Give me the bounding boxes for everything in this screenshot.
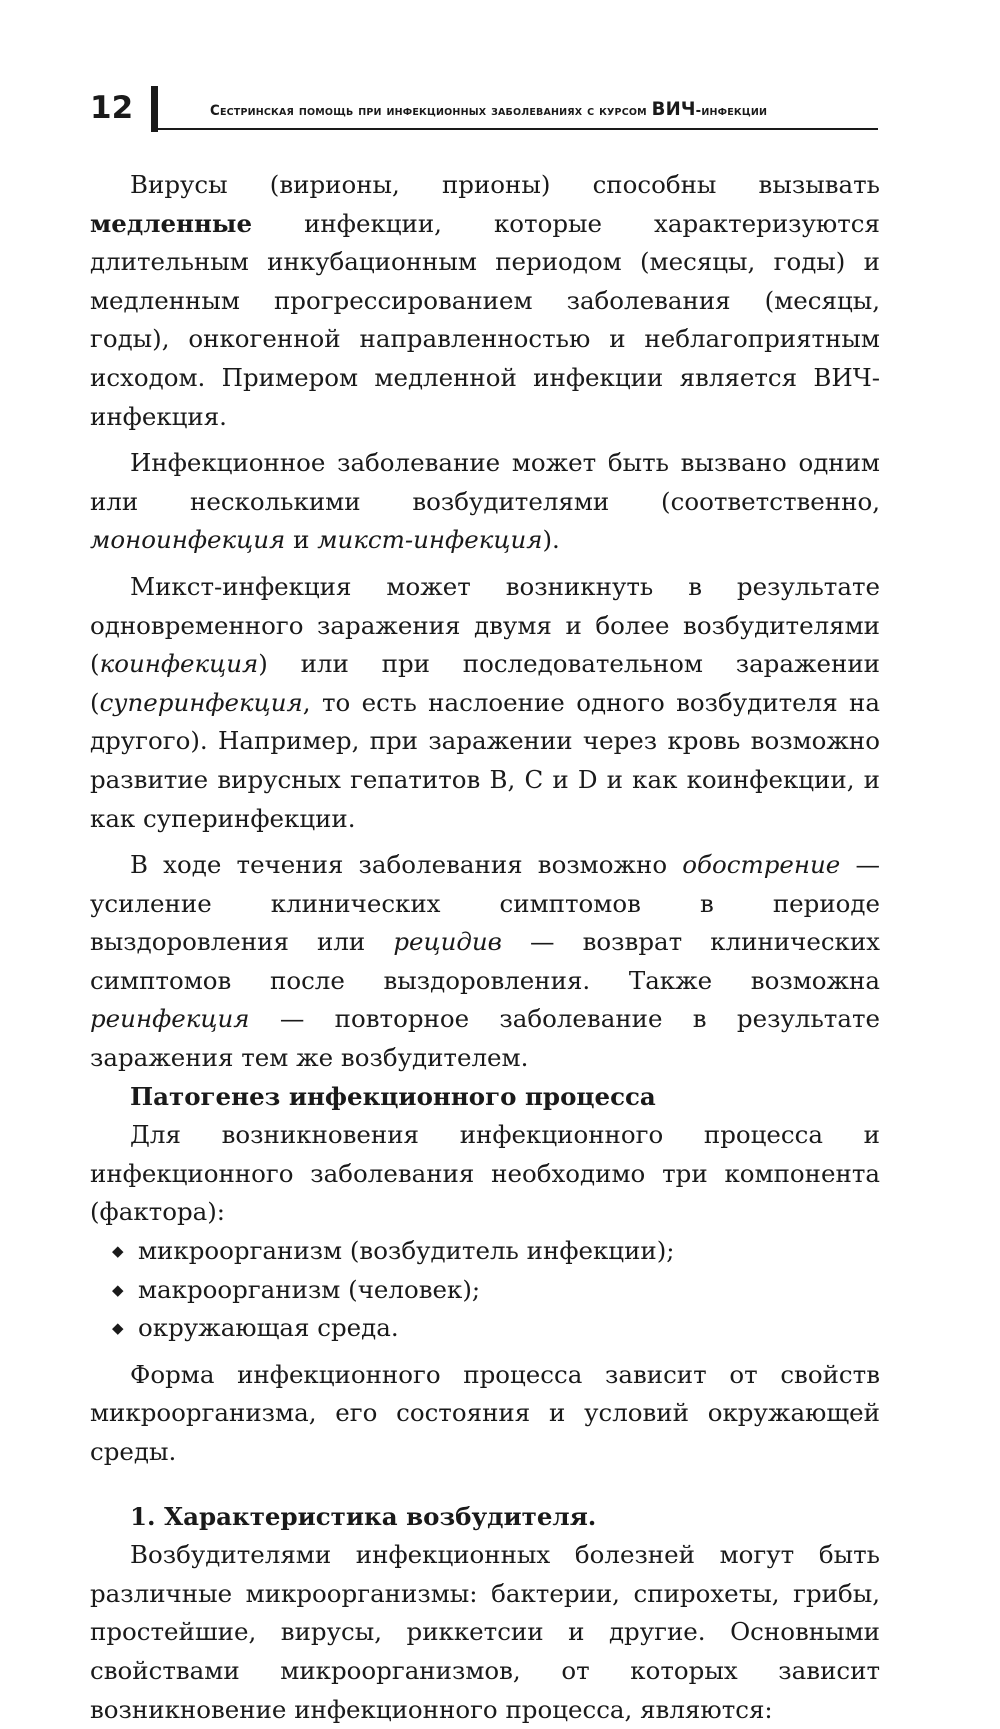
page-number: 12 (90, 90, 134, 126)
paragraph-mono-mixed: Инфекционное заболевание может быть вызвано одним или несколькими возбудителями (соответственно, моноинфекция и микст-инфекция). (90, 448, 880, 555)
term-relapse: рецидив (393, 927, 502, 957)
list-item: ◆ окружающая среда. (138, 1309, 880, 1348)
paragraph-pathogens: Возбудителями инфекционных болезней могут быть различные микроорганизмы: бактерии, спирохеты, грибы, простейшие, вирусы, риккетсии и другие. Основными свойствами микроорганизмов, от которых зависит возникновение инфекционного процесса, являются: (90, 1540, 880, 1724)
header-vertical-bar (151, 86, 158, 132)
heading-pathogenesis: Патогенез инфекционного процесса (130, 1081, 656, 1111)
term-monoinfection: моноинфекция (90, 525, 286, 555)
header-rule (151, 128, 878, 130)
term-mixed-infection: микст-инфекция (317, 525, 543, 555)
diamond-bullet-icon: ◆ (112, 1280, 124, 1299)
components-list (90, 1232, 880, 1348)
paragraph-relapse: В ходе течения заболевания возможно обострение — усиление клинических симптомов в периоде выздоровления или рецидив — возврат клинических симптомов после выздоровления. Также возможна реинфекция — повторное заболевание в результате заражения тем же возбудителем. (90, 850, 880, 1073)
term-exacerbation: обострение (682, 850, 841, 880)
running-title-part2: -инфекции (695, 103, 768, 119)
term-coinfection: коинфекция (99, 649, 259, 679)
running-title-abbrev: ВИЧ (651, 98, 696, 120)
running-title-part1: Сестринская помощь при инфекционных заболеваниях с курсом (210, 103, 652, 119)
list-item: ◆ микроорганизм (возбудитель инфекции); (138, 1232, 880, 1271)
diamond-bullet-icon: ◆ (112, 1242, 124, 1261)
heading-pathogen-characteristics: 1. Характеристика возбудителя. (130, 1501, 597, 1531)
term-reinfection: реинфекция (90, 1004, 250, 1034)
diamond-bullet-icon: ◆ (112, 1319, 124, 1338)
paragraph-form-depends: Форма инфекционного процесса зависит от свойств микроорганизма, его состояния и условий окружающей среды. (90, 1359, 880, 1466)
page-body (90, 166, 880, 1729)
paragraph-coinfection: Микст-инфекция может возникнуть в результате одновременного заражения двумя и более возбудителями (коинфекция) или при последовательном заражении (суперинфекция, то есть наслоение одного возбудителя на другого). Например, при заражении через кровь возможно развитие вирусных гепатитов B, C и D и как коинфекции, и как суперинфекции. (90, 571, 880, 833)
running-title (210, 98, 767, 120)
paragraph-components-intro: Для возникновения инфекционного процесса и инфекционного заболевания необходимо три компонента (фактора): (90, 1120, 880, 1227)
paragraph-slow-infections: Вирусы (вирионы, прионы) способны вызывать медленные инфекции, которые характеризуются длительным инкубационным периодом (месяцы, годы) и медленным прогрессированием заболевания (месяцы, годы), онкогенной направленностью и неблагоприятным исходом. Примером медленной инфекции является ВИЧ-инфекция. (90, 170, 880, 431)
term-superinfection: суперинфекция (99, 687, 303, 717)
term-slow: медленные (90, 208, 253, 238)
page-header (90, 86, 890, 136)
list-item: ◆ макроорганизм (человек); (138, 1271, 880, 1310)
